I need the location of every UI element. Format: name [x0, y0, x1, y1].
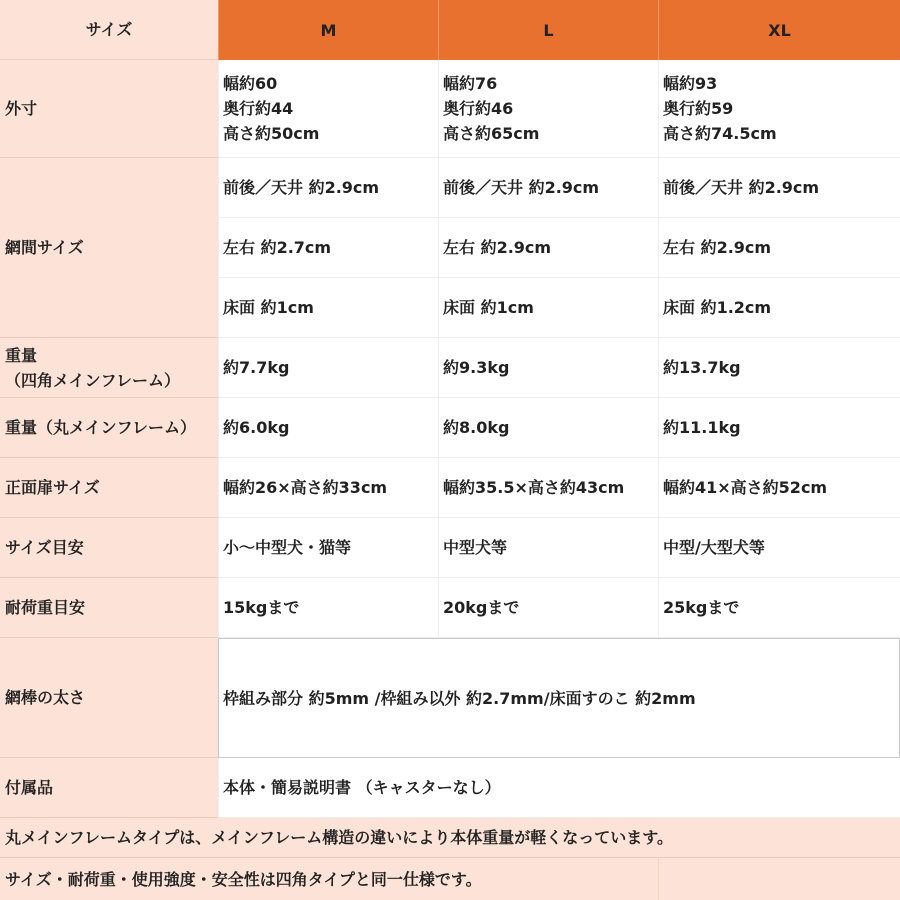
- mesh-front-m: 前後／天井 約2.9cm: [218, 158, 438, 218]
- outer-xl-depth: 奥行約59: [663, 99, 734, 118]
- weight-round-l: 約8.0kg: [438, 398, 658, 458]
- door-l: 幅約35.5×高さ約43cm: [438, 458, 658, 518]
- header-size-m: M: [218, 0, 438, 60]
- guide-l: 中型犬等: [438, 518, 658, 578]
- bar-thickness-value: 枠組み部分 約5mm /枠組み以外 約2.7mm/床面すのこ 約2mm: [218, 638, 900, 758]
- outer-l-depth: 奥行約46: [443, 99, 514, 118]
- guide-xl: 中型/大型犬等: [658, 518, 900, 578]
- weight-round-m: 約6.0kg: [218, 398, 438, 458]
- row-label-load: 耐荷重目安: [0, 578, 218, 638]
- outer-l-height: 高さ約65cm: [443, 124, 540, 143]
- mesh-side-xl: 左右 約2.9cm: [658, 218, 900, 278]
- mesh-side-l: 左右 約2.9cm: [438, 218, 658, 278]
- outer-m-depth: 奥行約44: [223, 99, 294, 118]
- mesh-floor-l: 床面 約1cm: [438, 278, 658, 338]
- row-label-accessories: 付属品: [0, 758, 218, 818]
- load-xl: 25kgまで: [658, 578, 900, 638]
- note-divider: [658, 858, 659, 900]
- mesh-floor-xl: 床面 約1.2cm: [658, 278, 900, 338]
- weight-square-label-line1: 重量: [5, 345, 38, 365]
- mesh-front-l: 前後／天井 約2.9cm: [438, 158, 658, 218]
- outer-xl-width: 幅約93: [663, 74, 718, 93]
- accessories-value: 本体・簡易説明書 （キャスターなし）: [218, 758, 900, 818]
- outer-xl: [658, 60, 900, 158]
- weight-square-l: 約9.3kg: [438, 338, 658, 398]
- row-label-weight-round: 重量（丸メインフレーム）: [0, 398, 218, 458]
- outer-m-width: 幅約60: [223, 74, 278, 93]
- row-label-guide: サイズ目安: [0, 518, 218, 578]
- header-size-l: L: [438, 0, 658, 60]
- row-label-door: 正面扉サイズ: [0, 458, 218, 518]
- door-m: 幅約26×高さ約33cm: [218, 458, 438, 518]
- row-label-outer: 外寸: [0, 60, 218, 158]
- load-l: 20kgまで: [438, 578, 658, 638]
- row-label-bar: 網棒の太さ: [0, 638, 218, 758]
- row-label-mesh: 網間サイズ: [0, 158, 218, 338]
- outer-l: [438, 60, 658, 158]
- header-size-xl: XL: [658, 0, 900, 60]
- outer-m: [218, 60, 438, 158]
- row-label-weight-square: [0, 338, 218, 398]
- note-weight: 丸メインフレームタイプは、メインフレーム構造の違いにより本体重量が軽くなっています。: [0, 818, 900, 858]
- outer-l-width: 幅約76: [443, 74, 498, 93]
- outer-xl-height: 高さ約74.5cm: [663, 124, 777, 143]
- load-m: 15kgまで: [218, 578, 438, 638]
- header-size-label: サイズ: [0, 0, 218, 60]
- weight-round-xl: 約11.1kg: [658, 398, 900, 458]
- weight-square-xl: 約13.7kg: [658, 338, 900, 398]
- mesh-floor-m: 床面 約1cm: [218, 278, 438, 338]
- guide-m: 小〜中型犬・猫等: [218, 518, 438, 578]
- weight-square-label-line2: （四角メインフレーム）: [5, 370, 181, 390]
- mesh-front-xl: 前後／天井 約2.9cm: [658, 158, 900, 218]
- outer-m-height: 高さ約50cm: [223, 124, 320, 143]
- door-xl: 幅約41×高さ約52cm: [658, 458, 900, 518]
- note-spec: サイズ・耐荷重・使用強度・安全性は四角タイプと同一仕様です。: [0, 858, 900, 900]
- mesh-side-m: 左右 約2.7cm: [218, 218, 438, 278]
- weight-square-m: 約7.7kg: [218, 338, 438, 398]
